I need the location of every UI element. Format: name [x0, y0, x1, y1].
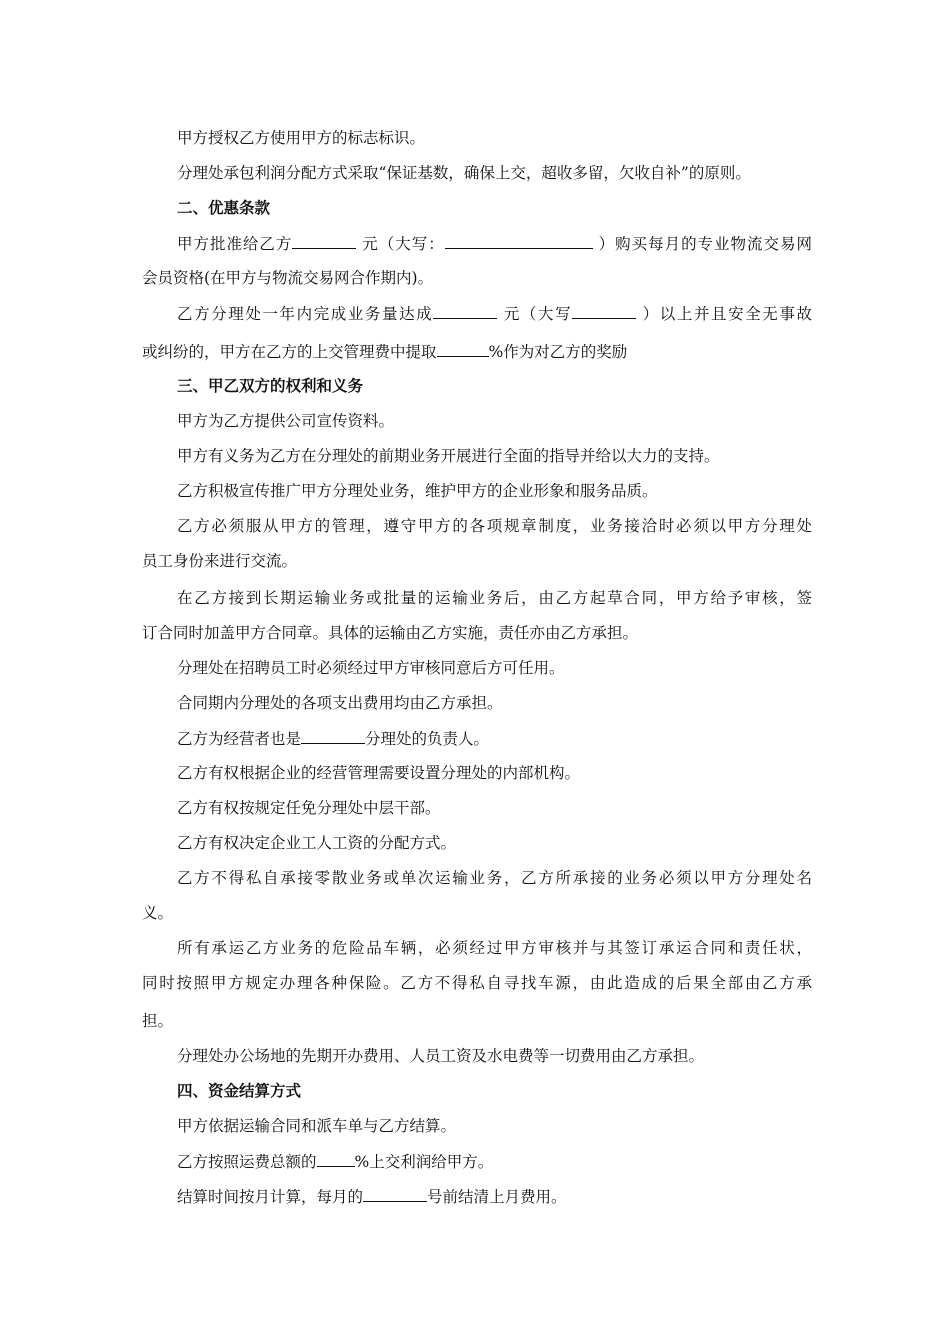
- paragraph-promo-materials: [142, 411, 812, 431]
- text-segment: 所有承运乙方业务的危险品车辆，必须经过甲方审核并与其签订承运合同和责任状，: [177, 939, 812, 957]
- fill-in-blank-reward-percent[interactable]: [437, 341, 489, 357]
- text-segment: ）购买每月的专业物流交易网: [598, 235, 812, 253]
- text-segment: %作为对乙方的奖励: [488, 343, 628, 361]
- paragraph-compliance-line1: [142, 516, 812, 536]
- paragraph-text: 甲方授权乙方使用甲方的标志标识。: [177, 129, 426, 147]
- paragraph-text: 乙方有权决定企业工人工资的分配方式。: [177, 834, 457, 852]
- section-heading-settlement: [142, 1081, 812, 1101]
- text-segment: 订合同时加盖甲方合同章。具体的运输由乙方实施，责任亦由乙方承担。: [142, 624, 639, 642]
- paragraph-no-private-business-line2: [142, 903, 812, 923]
- paragraph-hazmat-vehicles-line2: [142, 973, 812, 993]
- fill-in-blank-business-volume[interactable]: [433, 303, 497, 319]
- text-segment: 乙方按照运费总额的: [177, 1153, 317, 1171]
- text-segment: 员工身份来进行交流。: [142, 552, 298, 570]
- paragraph-reward-line1: [142, 303, 812, 323]
- text-segment: %上交利润给甲方。: [354, 1153, 494, 1171]
- paragraph-responsible-person: [142, 728, 812, 749]
- paragraph-profit-percent: [142, 1151, 812, 1172]
- paragraph-hiring-approval: [142, 658, 812, 678]
- paragraph-guidance-support: [142, 446, 812, 466]
- paragraph-expenses: [142, 693, 812, 713]
- heading-text: 二、优惠条款: [177, 198, 271, 217]
- paragraph-text: 甲方依据运输合同和派车单与乙方结算。: [177, 1117, 457, 1135]
- paragraph-text: 乙方有权按规定任免分理处中层干部。: [177, 799, 441, 817]
- paragraph-text: 甲方有义务为乙方在分理处的前期业务开展进行全面的指导并给以大力的支持。: [177, 447, 720, 465]
- paragraph-office-costs: [142, 1046, 812, 1066]
- paragraph-text: 分理处承包利润分配方式采取“保证基数，确保上交，超收多留，欠收自补”的原则。: [177, 164, 751, 182]
- paragraph-promotion: [142, 481, 812, 501]
- paragraph-text: 分理处在招聘员工时必须经过甲方审核同意后方可任用。: [177, 659, 565, 677]
- section-heading-discount-terms: [142, 198, 812, 218]
- paragraph-compliance-line2: [142, 551, 812, 571]
- text-segment: 义。: [142, 904, 174, 922]
- paragraph-text: 乙方积极宣传推广甲方分理处业务，维护甲方的企业形象和服务品质。: [177, 482, 658, 500]
- paragraph-wage-distribution: [142, 833, 812, 853]
- section-heading-rights-obligations: [142, 376, 812, 396]
- text-segment: 号前结清上月费用。: [427, 1188, 567, 1206]
- paragraph-text: 合同期内分理处的各项支出费用均由乙方承担。: [177, 694, 503, 712]
- paragraph-profit-distribution: [142, 163, 812, 183]
- text-segment: ）以上并且安全无事故: [642, 305, 812, 323]
- text-segment: 分理处的负责人。: [365, 730, 490, 748]
- text-segment: 元（大写: [503, 305, 573, 323]
- paragraph-appoint-managers: [142, 798, 812, 818]
- text-segment: 乙方不得私自承接零散业务或单次运输业务，乙方所承接的业务必须以甲方分理处名: [177, 869, 812, 887]
- paragraph-contract-drafting-line1: [142, 588, 812, 608]
- text-segment: 乙方为经营者也是: [177, 730, 302, 748]
- fill-in-blank-volume-words[interactable]: [572, 303, 636, 319]
- paragraph-text: 乙方有权根据企业的经营管理需要设置分理处的内部机构。: [177, 764, 581, 782]
- text-segment: 担。: [142, 1012, 174, 1030]
- paragraph-membership-line1: [142, 233, 812, 253]
- text-segment: 结算时间按月计算，每月的: [177, 1188, 364, 1206]
- paragraph-no-private-business-line1: [142, 868, 812, 888]
- fill-in-blank-settlement-day[interactable]: [363, 1186, 427, 1202]
- paragraph-reward-line2: [142, 341, 812, 362]
- paragraph-hazmat-vehicles-line3: [142, 1011, 812, 1031]
- fill-in-blank-amount[interactable]: [292, 233, 356, 249]
- paragraph-text: 分理处办公场地的先期开办费用、人员工资及水电费等一切费用由乙方承担。: [177, 1047, 705, 1065]
- text-segment: 乙方分理处一年内完成业务量达成: [177, 305, 434, 323]
- text-segment: 元（大写：: [362, 235, 445, 253]
- paragraph-internal-structure: [142, 763, 812, 783]
- text-segment: 会员资格(在甲方与物流交易网合作期内)。: [142, 269, 434, 287]
- text-segment: 同时按照甲方规定办理各种保险。乙方不得私自寻找车源，由此造成的后果全部由乙方承: [142, 974, 812, 992]
- paragraph-text: 甲方为乙方提供公司宣传资料。: [177, 412, 395, 430]
- paragraph-hazmat-vehicles-line1: [142, 938, 812, 958]
- fill-in-blank-branch-name[interactable]: [301, 728, 365, 744]
- paragraph-membership-line2: [142, 268, 812, 288]
- text-segment: 在乙方接到长期运输业务或批量的运输业务后，由乙方起草合同，甲方给予审核，签: [177, 589, 812, 607]
- paragraph-logo-authorization: [142, 128, 812, 148]
- paragraph-settlement-date: [142, 1186, 812, 1207]
- heading-text: 三、甲乙双方的权利和义务: [177, 376, 364, 395]
- fill-in-blank-amount-words[interactable]: [445, 233, 593, 249]
- fill-in-blank-profit-percent[interactable]: [317, 1151, 355, 1167]
- paragraph-settlement-basis: [142, 1116, 812, 1136]
- text-segment: 甲方批准给乙方: [177, 235, 293, 253]
- paragraph-contract-drafting-line2: [142, 623, 812, 643]
- text-segment: 乙方必须服从甲方的管理，遵守甲方的各项规章制度，业务接洽时必须以甲方分理处: [177, 517, 812, 535]
- text-segment: 或纠纷的，甲方在乙方的上交管理费中提取: [142, 343, 437, 361]
- heading-text: 四、资金结算方式: [177, 1081, 302, 1100]
